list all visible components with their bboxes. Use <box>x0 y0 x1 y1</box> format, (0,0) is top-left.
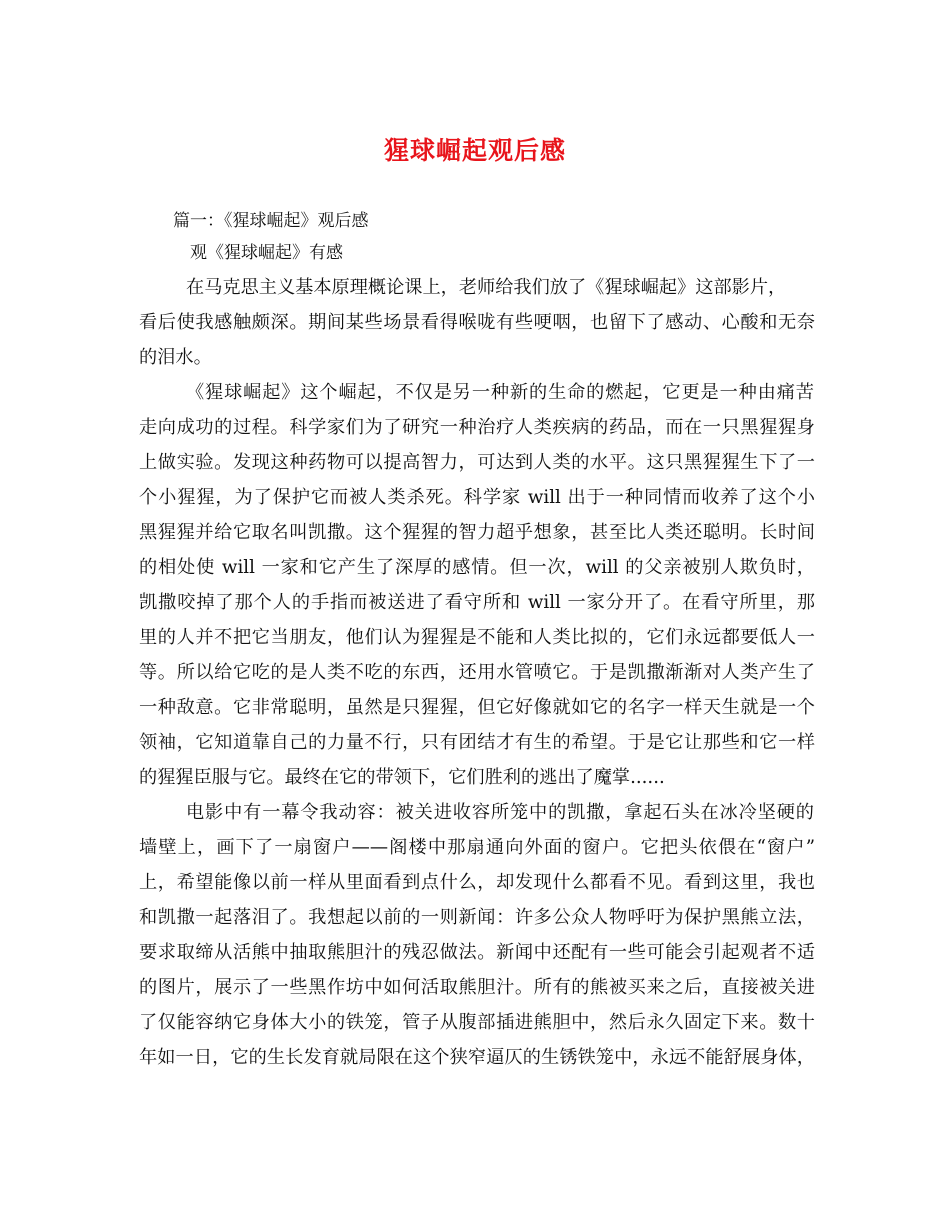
paragraph-line: 的图片，展示了一些黑作坊中如何活取熊胆汁。所有的熊被买来之后，直接被关进 <box>139 977 815 998</box>
paragraph-line: 上，希望能像以前一样从里面看到点什么，却发现什么都看不见。看到这里，我也 <box>139 872 815 893</box>
paragraph-line: 要求取缔从活熊中抽取熊胆汁的残忍做法。新闻中还配有一些可能会引起观者不适 <box>139 942 815 963</box>
paragraph-line: 年如一日，它的生长发育就局限在这个狭窄逼仄的生锈铁笼中，永远不能舒展身体， <box>139 1047 815 1068</box>
paragraph-line: 等。所以给它吃的是人类不吃的东西，还用水管喷它。于是凯撒渐渐对人类产生了 <box>139 662 815 683</box>
paragraph-line: 的泪水。 <box>139 347 212 368</box>
paragraph-line: 上做实验。发现这种药物可以提高智力，可达到人类的水平。这只黑猩猩生下了一 <box>139 452 815 473</box>
paragraph-line: 黑猩猩并给它取名叫凯撒。这个猩猩的智力超乎想象，甚至比人类还聪明。长时间 <box>139 522 815 543</box>
paragraph-line: 电影中有一幕令我动容：被关进收容所笼中的凯撒，拿起石头在冰冷坚硬的 <box>186 802 814 823</box>
document-title: 猩球崛起观后感 <box>383 136 566 165</box>
paragraph-line: 走向成功的过程。科学家们为了研究一种治疗人类疾病的药品，而在一只黑猩猩身 <box>139 417 815 438</box>
sub-heading: 观《猩球崛起》有感 <box>190 243 343 263</box>
paragraph-line: 在马克思主义基本原理概论课上，老师给我们放了《猩球崛起》这部影片， <box>186 277 787 298</box>
paragraph-line: 和凯撒一起落泪了。我想起以前的一则新闻：许多公众人物呼吁为保护黑熊立法， <box>139 907 815 928</box>
paragraph-line: 的猩猩臣服与它。最终在它的带领下，它们胜利的逃出了魔掌...... <box>139 767 665 788</box>
paragraph-line: 领袖，它知道靠自己的力量不行，只有团结才有生的希望。于是它让那些和它一样 <box>139 732 815 753</box>
paragraph-line: 个小猩猩，为了保护它而被人类杀死。科学家 will 出于一种同情而收养了这个小 <box>139 487 815 508</box>
paragraph-line: 一种敌意。它非常聪明，虽然是只猩猩，但它好像就如它的名字一样天生就是一个 <box>139 697 815 718</box>
paragraph-line: 了仅能容纳它身体大小的铁笼，管子从腹部插进熊胆中，然后永久固定下来。数十 <box>139 1012 815 1033</box>
paragraph-line: 的相处使 will 一家和它产生了深厚的感情。但一次，will 的父亲被别人欺负时， <box>139 557 815 578</box>
paragraph-line: 墙壁上，画下了一扇窗户——阁楼中那扇通向外面的窗户。它把头依偎在“窗户” <box>139 837 815 858</box>
paragraph-line: 里的人并不把它当朋友，他们认为猩猩是不能和人类比拟的，它们永远都要低人一 <box>139 627 815 648</box>
section-heading: 篇一：《猩球崛起》观后感 <box>173 211 369 231</box>
paragraph-line: 凯撒咬掉了那个人的手指而被送进了看守所和 will 一家分开了。在看守所里，那 <box>139 592 815 613</box>
paragraph-line: 看后使我感触颇深。期间某些场景看得喉咙有些哽咽，也留下了感动、心酸和无奈 <box>139 312 815 333</box>
paragraph-line: 《猩球崛起》这个崛起，不仅是另一种新的生命的燃起，它更是一种由痛苦 <box>186 382 814 403</box>
